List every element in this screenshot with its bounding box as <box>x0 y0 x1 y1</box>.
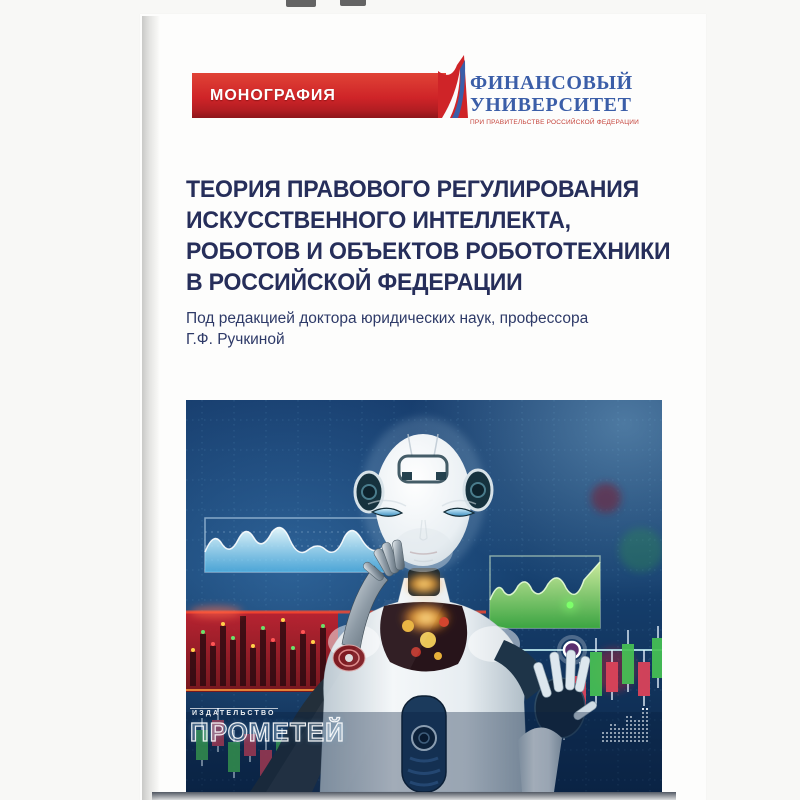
title-line: В РОССИЙСКОЙ ФЕДЕРАЦИИ <box>186 269 523 296</box>
title-line: РОБОТОВ И ОБЪЕКТОВ РОБОТОТЕХНИКИ <box>186 238 671 265</box>
book-bottom-shadow <box>152 792 676 800</box>
background-object-fragment <box>286 0 316 7</box>
monograph-label: МОНОГРАФИЯ <box>210 86 336 104</box>
university-name-line1: ФИНАНСОВЫЙ <box>470 72 633 94</box>
editor-credit <box>186 308 626 350</box>
background-object-fragment <box>340 0 366 6</box>
robot-ear-right <box>464 470 492 510</box>
title-line: ИСКУССТВЕННОГО ИНТЕЛЛЕКТА, <box>186 207 571 234</box>
publisher-logo <box>190 702 350 745</box>
robot-ear-left <box>355 472 383 512</box>
university-name-line2: УНИВЕРСИТЕТ <box>470 94 632 116</box>
accent-circle <box>591 483 621 513</box>
editor-line: Под редакцией доктора юридических наук, профессора <box>186 310 589 327</box>
book-title <box>186 174 671 298</box>
editor-line: Г.Ф. Ручкиной <box>186 331 285 348</box>
university-subtitle: ПРИ ПРАВИТЕЛЬСТВЕ РОССИЙСКОЙ ФЕДЕРАЦИИ <box>470 119 639 126</box>
monograph-banner <box>192 73 446 118</box>
publisher-label: ИЗДАТЕЛЬСТВО <box>192 710 276 717</box>
university-logo <box>470 72 640 126</box>
flag-swoosh-icon <box>438 55 472 119</box>
red-equalizer-band <box>186 612 338 692</box>
publisher-name: ПРОМЕТЕЙ <box>190 717 345 747</box>
title-line: ТЕОРИЯ ПРАВОВОГО РЕГУЛИРОВАНИЯ <box>186 176 639 203</box>
accent-circle <box>619 528 662 572</box>
book-page-edge <box>142 16 160 800</box>
